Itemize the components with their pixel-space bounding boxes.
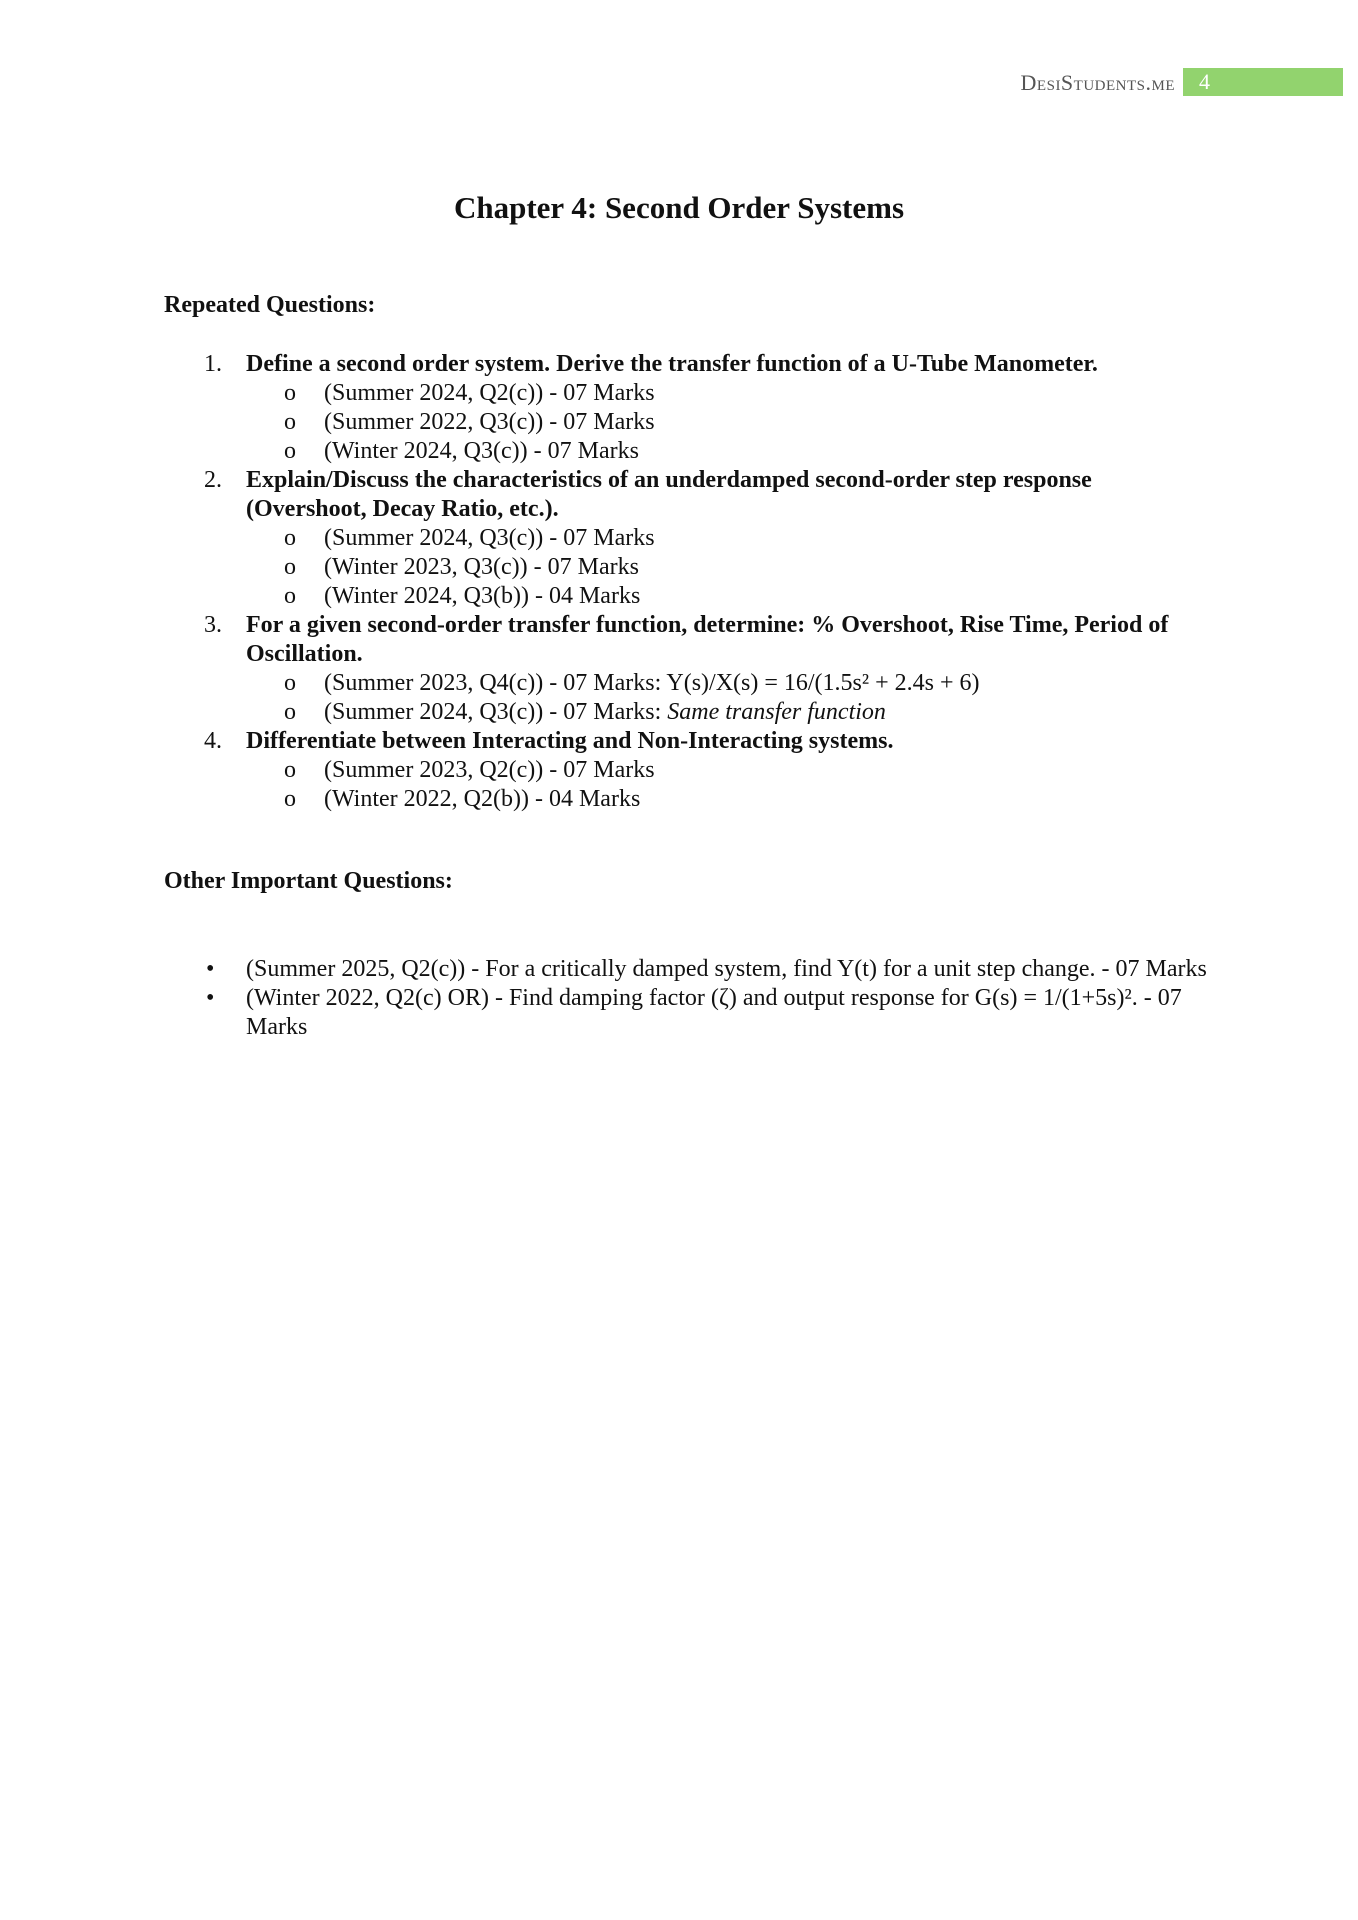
reference-note: Same transfer function: [667, 699, 886, 725]
reference-list: [164, 524, 1214, 611]
circle-bullet-icon: o: [284, 583, 296, 609]
circle-bullet-icon: o: [284, 438, 296, 464]
question-text: Define a second order system. Derive the transfer function of a U-Tube Manometer.: [246, 351, 1098, 377]
reference-item: [164, 698, 1214, 727]
repeated-questions-list: [164, 350, 1214, 814]
circle-bullet-icon: o: [284, 525, 296, 551]
reference-text: (Winter 2024, Q3(b)) - 04 Marks: [324, 583, 641, 609]
other-question-text: (Winter 2022, Q2(c) OR) - Find damping factor (ζ) and output response for G(s) = 1/(1+5s)². - 07 Marks: [246, 985, 1182, 1040]
reference-text: (Summer 2023, Q4(c)) - 07 Marks: Y(s)/X(s) = 16/(1.5s² + 2.4s + 6): [324, 670, 980, 696]
reference-item: [164, 437, 1214, 466]
reference-item: [164, 408, 1214, 437]
reference-item: [164, 379, 1214, 408]
reference-list: [164, 379, 1214, 466]
page-number-badge: 4: [1183, 68, 1343, 96]
reference-text: (Summer 2023, Q2(c)) - 07 Marks: [324, 757, 655, 783]
circle-bullet-icon: o: [284, 757, 296, 783]
circle-bullet-icon: o: [284, 380, 296, 406]
reference-item: [164, 524, 1214, 553]
question-item: [164, 611, 1214, 727]
reference-text: (Winter 2022, Q2(b)) - 04 Marks: [324, 786, 641, 812]
other-question-item: [164, 984, 1214, 1042]
circle-bullet-icon: o: [284, 554, 296, 580]
question-text: For a given second-order transfer function, determine: % Overshoot, Rise Time, Period of Oscillation.: [246, 612, 1169, 667]
disc-bullet-icon: •: [206, 985, 215, 1011]
question-number: 1.: [204, 351, 222, 377]
question-number: 2.: [204, 467, 222, 493]
reference-item: [164, 669, 1214, 698]
site-name: DesiStudents.me: [1020, 70, 1175, 95]
circle-bullet-icon: o: [284, 786, 296, 812]
question-text: Differentiate between Interacting and Non-Interacting systems.: [246, 728, 894, 754]
reference-item: [164, 756, 1214, 785]
chapter-title: Chapter 4: Second Order Systems: [453, 190, 905, 225]
reference-text: (Winter 2024, Q3(c)) - 07 Marks: [324, 438, 639, 464]
other-question-item: [164, 955, 1214, 984]
reference-text: (Summer 2024, Q3(c)) - 07 Marks:: [324, 699, 668, 725]
reference-list: [164, 756, 1214, 814]
question-text: Explain/Discuss the characteristics of an underdamped second-order step response (Overshoot, Decay Ratio, etc.).: [246, 467, 1092, 522]
reference-item: [164, 582, 1214, 611]
reference-list: [164, 669, 1214, 727]
question-number: 4.: [204, 728, 222, 754]
reference-item: [164, 785, 1214, 814]
other-question-text: (Summer 2025, Q2(c)) - For a critically damped system, find Y(t) for a unit step change. - 07 Marks: [246, 956, 1207, 982]
reference-item: [164, 553, 1214, 582]
question-item: [164, 350, 1214, 466]
reference-text: (Summer 2024, Q3(c)) - 07 Marks: [324, 525, 655, 551]
other-questions-list: [164, 955, 1214, 1042]
reference-text: (Summer 2024, Q2(c)) - 07 Marks: [324, 380, 655, 406]
other-questions-heading: Other Important Questions:: [164, 868, 453, 894]
circle-bullet-icon: o: [284, 409, 296, 435]
question-item: [164, 727, 1214, 814]
circle-bullet-icon: o: [284, 670, 296, 696]
question-item: [164, 466, 1214, 611]
reference-text: (Summer 2022, Q3(c)) - 07 Marks: [324, 409, 655, 435]
disc-bullet-icon: •: [206, 956, 215, 982]
repeated-questions-heading: Repeated Questions:: [164, 292, 376, 318]
question-number: 3.: [204, 612, 222, 638]
circle-bullet-icon: o: [284, 699, 296, 725]
reference-text: (Winter 2023, Q3(c)) - 07 Marks: [324, 554, 639, 580]
